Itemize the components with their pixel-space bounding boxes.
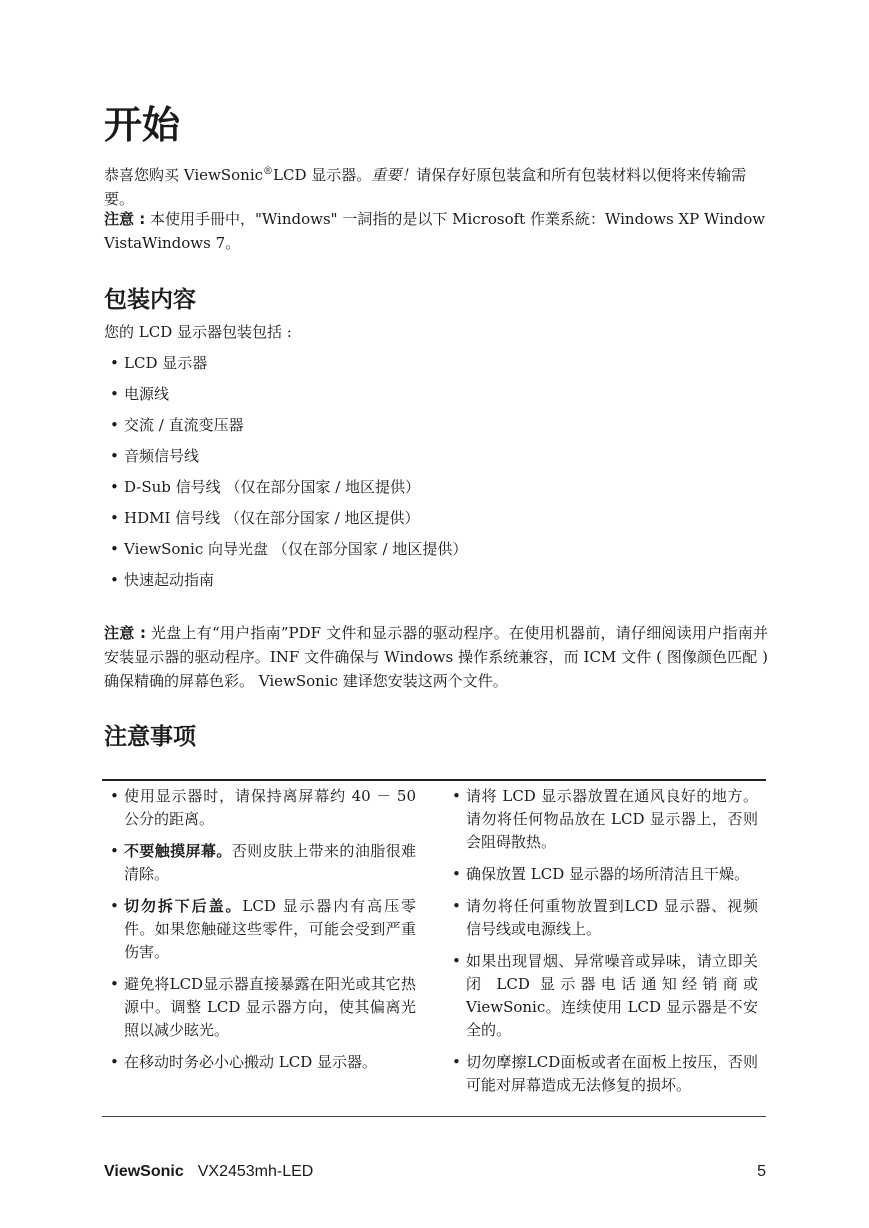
intro-paragraph [104, 160, 768, 211]
list-item: • 快速起动指南 [104, 565, 467, 596]
list-item: • LCD 显示器 [104, 348, 467, 379]
intro-text-c: 请保存好原包装盒和所有包装材料以便将来传输需要。 [104, 166, 747, 208]
page-footer [104, 1160, 766, 1184]
warning-text: 否则皮肤上带来的油脂很难清除。 [124, 842, 416, 883]
warning-bold: 不要触摸屏幕。 [124, 842, 232, 860]
important-label: 重要！ [371, 166, 417, 184]
list-item [104, 840, 416, 886]
page-number: 5 [757, 1163, 766, 1180]
warning-bold: 切勿拆下后盖。 [124, 897, 243, 915]
note-text: 本使用手冊中，"Windows" 一詞指的是以下 Microsoft 作業系統：Windows XP Window VistaWindows 7。 [104, 210, 766, 252]
list-item: • 避免将LCD显示器直接暴露在阳光或其它热源中。调整 LCD 显示器方向，使其偏离光照以减少眩光。 [104, 973, 416, 1042]
list-item: • 音频信号线 [104, 441, 467, 472]
package-heading: 包装内容 [104, 287, 196, 313]
intro-note [104, 207, 768, 255]
list-item: • 在移动时务必小心搬动 LCD 显示器。 [104, 1051, 416, 1074]
list-item: • ViewSonic 向导光盘 （仅在部分国家 / 地区提供） [104, 534, 467, 565]
table-bottom-rule [102, 1116, 766, 1117]
note-text: 光盘上有“用户指南”PDF 文件和显示器的驱动程序。在使用机器前，请仔细阅读用户指南并安装显示器的驱动程序。INF 文件确保与 Windows 操作系统兼容，而 ICM 文件 ( 图像颜色匹配 ) 确保精确的屏幕色彩。 ViewSonic 建译您安装这两个文件。 [104, 624, 768, 690]
list-item: • 使用显示器时，请保持离屏幕约 40 － 50 公分的距离。 [104, 785, 416, 831]
list-item: • 请将 LCD 显示器放置在通风良好的地方。请勿将任何物品放在 LCD 显示器上，否则会阻碍散热。 [446, 785, 758, 854]
list-item [104, 895, 416, 964]
list-item: • 交流 / 直流变压器 [104, 410, 467, 441]
package-note [104, 621, 768, 693]
list-item: • 确保放置 LCD 显示器的场所清洁且干燥。 [446, 863, 758, 886]
footer-model: VX2453mh-LED [197, 1163, 314, 1180]
list-item: • D-Sub 信号线 （仅在部分国家 / 地区提供） [104, 472, 467, 503]
intro-text-a: 恭喜您购买 ViewSonic [104, 166, 264, 184]
warning-text: LCD 显示器内有高压零件。如果您触碰这些零件，可能会受到严重伤害。 [124, 897, 416, 961]
registered-mark: ® [263, 166, 274, 177]
precautions-right-column [446, 785, 758, 1106]
precautions-left-column [104, 785, 416, 1083]
note-label: 注意 : [104, 210, 146, 228]
note-label: 注意 : [104, 624, 146, 642]
list-item: • HDMI 信号线 （仅在部分国家 / 地区提供） [104, 503, 467, 534]
package-list [104, 348, 467, 596]
footer-brand: ViewSonic [104, 1163, 184, 1180]
list-item: • 切勿摩擦LCD面板或者在面板上按压，否则可能对屏幕造成无法修复的损坏。 [446, 1051, 758, 1097]
intro-text-b: LCD 显示器。 [273, 166, 372, 184]
list-item: • 请勿将任何重物放置到LCD 显示器、视频信号线或电源线上。 [446, 895, 758, 941]
list-item: • 如果出现冒烟、异常噪音或异味，请立即关闭 LCD 显示器电话通知经销商或 ViewSonic。连续使用 LCD 显示器是不安全的。 [446, 950, 758, 1042]
table-top-rule [102, 779, 766, 781]
precautions-heading: 注意事项 [104, 724, 196, 750]
package-lead: 您的 LCD 显示器包装包括 : [104, 323, 292, 341]
list-item: • 电源线 [104, 379, 467, 410]
page-title: 开始 [104, 103, 181, 147]
